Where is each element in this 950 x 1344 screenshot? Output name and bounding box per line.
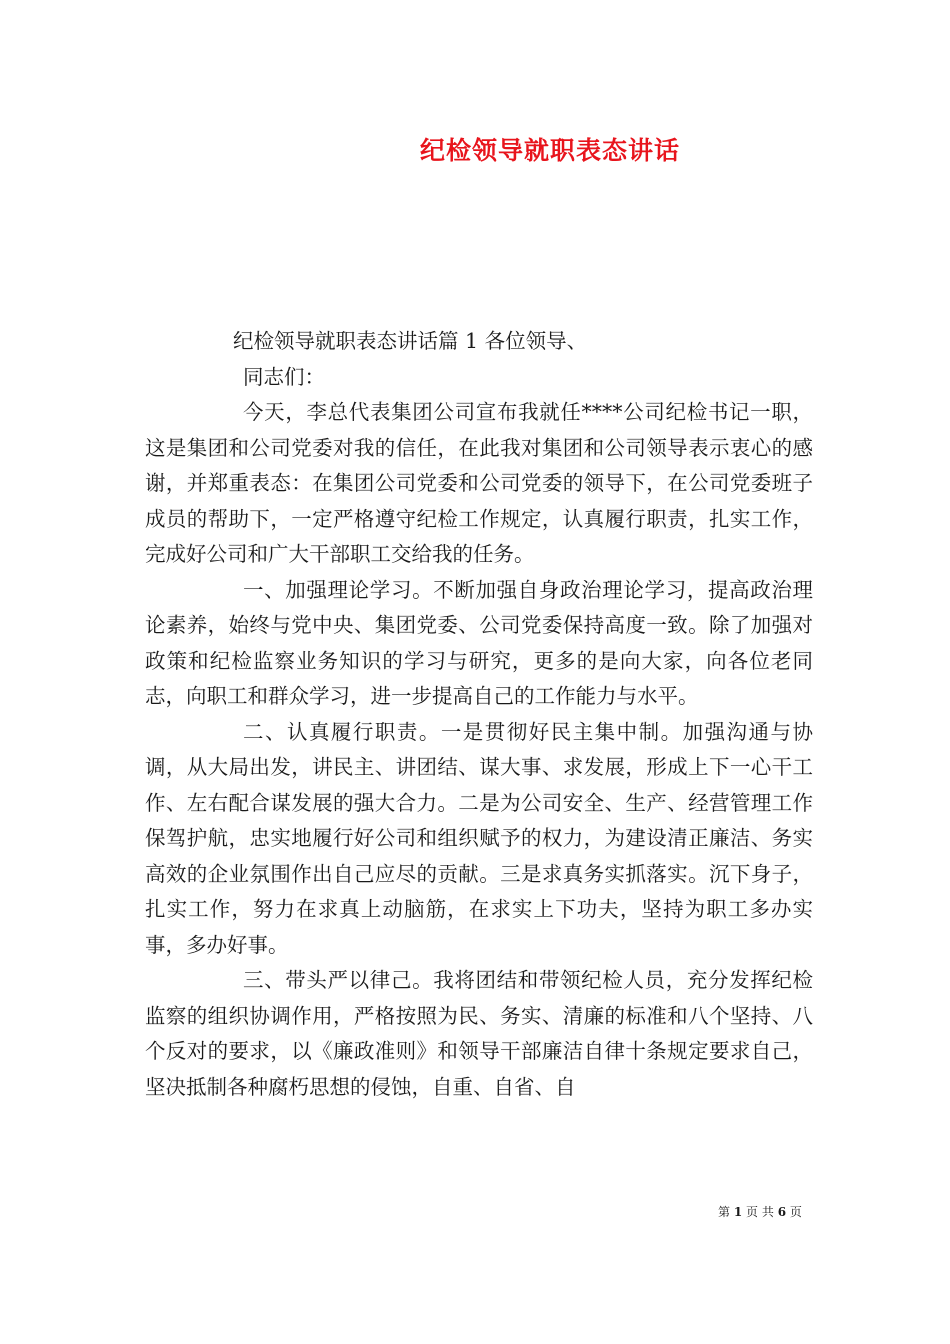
footer-total-pages: 6 [777,1205,787,1219]
footer-prefix: 第 [718,1205,731,1219]
paragraph-duties: 二、认真履行职责。一是贯彻好民主集中制。加强沟通与协调，从大局出发，讲民主、讲团结、谋大事、求发展，形成上下一心干工作、左右配合谋发展的强大合力。二是为公司安全、生产、经营管理工作保驾护航，忠实地履行好公司和组织赋予的权力，为建设清正廉洁、务实高效的企业氛围作出自己应尽的贡献。三是求真务实抓落实。沉下身子，扎实工作，努力在求真上动脑筋，在求实上下功夫，坚持为职工多办实事，多办好事。 [145,719,813,957]
paragraph-self-discipline: 三、带头严以律己。我将团结和带领纪检人员，充分发挥纪检监察的组织协调作用，严格按照为民、务实、清廉的标准和八个坚持、八个反对的要求，以《廉政准则》和领导干部廉洁自律十条规定要求自己，坚决抵制各种腐朽思想的侵蚀，自重、自省、自 [145,968,813,1099]
paragraph-theory-study: 一、加强理论学习。不断加强自身政治理论学习，提高政治理论素养，始终与党中央、集团党委、公司党委保持高度一致。除了加强对政策和纪检监察业务知识的学习与研究，更多的是向大家，向各位老同志，向职工和群众学习，进一步提高自己的工作能力与水平。 [145,577,813,708]
footer-suffix: 页 [789,1205,802,1219]
document-body [145,324,813,1105]
lead-line: 纪检领导就职表态讲话篇 1 各位领导、 [233,329,588,353]
document-title: 纪检领导就职表态讲话 [419,136,680,165]
footer-page-number: 1 [733,1205,743,1219]
paragraph-intro: 今天，李总代表集团公司宣布我就任****公司纪检书记一职，这是集团和公司党委对我的信任，在此我对集团和公司领导表示衷心的感谢，并郑重表态：在集团公司党委和公司党委的领导下，在公司党委班子成员的帮助下，一定严格遵守纪检工作规定，认真履行职责，扎实工作，完成好公司和广大干部职工交给我的任务。 [145,400,813,566]
salutation: 同志们： [243,364,325,389]
page-footer [718,1204,802,1220]
footer-middle: 页 共 [746,1205,774,1219]
